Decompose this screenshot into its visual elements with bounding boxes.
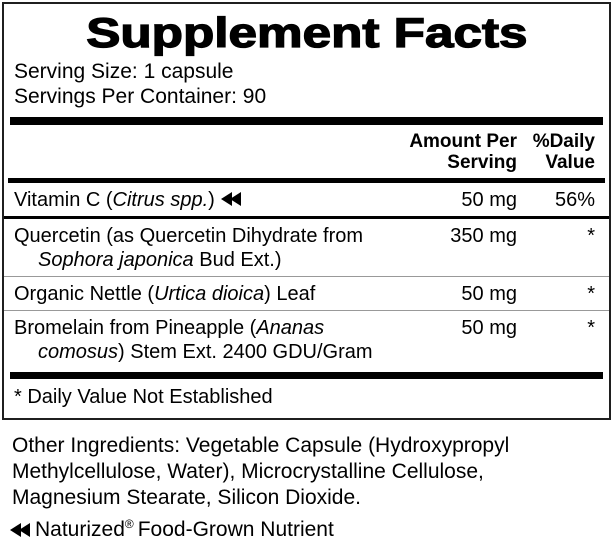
supplement-facts-panel bbox=[2, 2, 611, 420]
ingredient-name bbox=[4, 316, 397, 364]
divider-thick-top bbox=[10, 117, 603, 125]
servings-per-container-label: Servings Per Container: bbox=[14, 85, 237, 108]
registered-trademark-symbol: ® bbox=[124, 517, 134, 531]
ingredient-latin-name: Urtica dioica bbox=[154, 283, 265, 305]
double-left-triangles-icon bbox=[221, 192, 241, 206]
ingredient-text: Bromelain from Pineapple ( bbox=[14, 317, 257, 339]
ingredient-text-post: ) Stem Ext. 2400 GDU/Gram bbox=[118, 341, 373, 363]
panel-title bbox=[4, 4, 609, 59]
amount-value: 50 mg bbox=[461, 189, 517, 211]
servings-per-container-line bbox=[4, 84, 609, 109]
brand-name bbox=[35, 518, 134, 542]
ingredient-text: Quercetin (as Quercetin Dihydrate from bbox=[14, 225, 364, 247]
table-row-bromelain bbox=[4, 311, 609, 368]
ingredient-name bbox=[4, 224, 397, 272]
servings-per-container-value: 90 bbox=[242, 85, 267, 108]
ingredient-text-post: ) Leaf bbox=[264, 283, 316, 305]
other-ingredients-text: Other Ingredients: Vegetable Capsule (Hydroxypropyl Methylcellulose, Water), Microcrystalline Cellulose, Magnesium Stearate, Silicon Dioxide. bbox=[12, 434, 510, 509]
ingredient-text: Vitamin C ( bbox=[14, 189, 113, 211]
daily-value: * bbox=[587, 283, 595, 305]
table-row-nettle bbox=[4, 277, 609, 311]
amount-per-serving-header bbox=[377, 131, 517, 173]
daily-value: * bbox=[587, 317, 595, 339]
serving-size-label: Serving Size: bbox=[14, 60, 138, 83]
table-row-vitamin-c bbox=[4, 183, 609, 219]
daily-value-footnote: * Daily Value Not Established bbox=[14, 386, 273, 408]
table-header bbox=[4, 125, 609, 178]
daily-value: 56% bbox=[554, 189, 595, 211]
ingredient-latin-name: Ananas comosus bbox=[38, 317, 325, 363]
amount-value: 50 mg bbox=[461, 317, 517, 339]
amount-header-line1: Amount Per bbox=[409, 131, 517, 152]
ingredient-latin-name: Citrus spp. bbox=[112, 189, 209, 211]
ingredient-text-post: Bud Ext.) bbox=[193, 249, 282, 271]
amount-header-line2: Serving bbox=[447, 152, 517, 173]
panel-title-text: Supplement Facts bbox=[85, 9, 528, 56]
ingredient-name bbox=[4, 282, 397, 306]
brand-text: Naturized bbox=[35, 518, 125, 541]
naturized-footnote-line bbox=[10, 518, 614, 542]
ingredient-text: Organic Nettle ( bbox=[14, 283, 155, 305]
amount-value: 50 mg bbox=[461, 283, 517, 305]
header-spacer bbox=[4, 131, 377, 173]
ingredient-name bbox=[4, 188, 397, 212]
table-row-quercetin bbox=[4, 219, 609, 277]
brand-tagline: Food-Grown Nutrient bbox=[137, 518, 334, 541]
serving-size-value: 1 capsule bbox=[143, 60, 234, 83]
amount-value: 350 mg bbox=[450, 225, 517, 247]
ingredient-latin-name: Sophora japonica bbox=[38, 249, 194, 271]
serving-size-line bbox=[4, 59, 609, 84]
daily-value-header bbox=[517, 131, 609, 173]
dv-header-line2: Value bbox=[545, 152, 595, 173]
divider-thick-bottom bbox=[10, 372, 603, 379]
dv-header-line1: %Daily bbox=[532, 131, 595, 152]
double-left-triangles-icon bbox=[10, 523, 30, 537]
daily-value: * bbox=[587, 225, 595, 247]
ingredient-text-post: ) bbox=[208, 189, 215, 211]
